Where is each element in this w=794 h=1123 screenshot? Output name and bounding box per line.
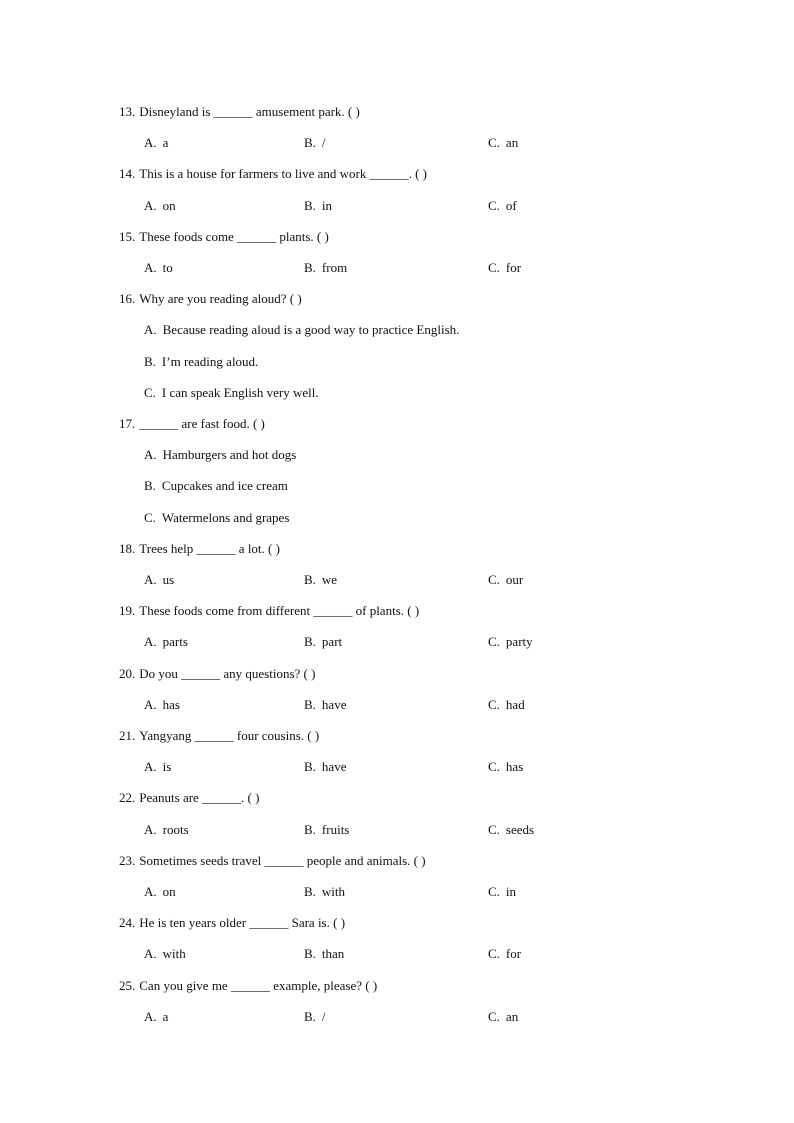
question-stem <box>119 289 794 309</box>
option-letter: C. <box>144 509 156 525</box>
option-letter: B. <box>304 759 316 775</box>
question-number: 24. <box>119 915 136 931</box>
option-letter: A. <box>144 759 157 775</box>
option-text: an <box>505 135 519 151</box>
answer-option <box>144 476 288 496</box>
option-text: an <box>505 1008 519 1024</box>
option-text: has <box>162 696 180 712</box>
option-letter: B. <box>144 353 156 369</box>
answer-option <box>304 944 344 964</box>
answer-option <box>144 944 186 964</box>
option-letter: B. <box>144 478 156 494</box>
option-text: of <box>505 197 517 213</box>
question-stem <box>119 976 794 996</box>
question-number: 17. <box>119 416 136 431</box>
question-text: Can you give me ______ example, please? ( ) <box>139 977 378 993</box>
option-letter: A. <box>144 1008 157 1024</box>
question-text: Peanuts are ______. ( ) <box>139 790 260 806</box>
option-text: I can speak English very well. <box>161 384 319 400</box>
option-text: to <box>162 260 173 275</box>
option-letter: C. <box>488 197 500 213</box>
answer-option <box>144 320 459 340</box>
answer-option <box>488 570 523 590</box>
option-text: Watermelons and grapes <box>161 509 290 525</box>
option-text: fruits <box>321 821 350 837</box>
question-stem <box>119 726 794 746</box>
question-number: 19. <box>119 603 136 619</box>
question-stem <box>119 539 794 559</box>
option-letter: A. <box>144 884 157 899</box>
answer-option <box>304 570 337 590</box>
option-letter: B. <box>304 572 316 587</box>
option-text: than <box>321 946 345 962</box>
answer-option <box>488 196 517 216</box>
option-text: I’m reading aloud. <box>161 353 259 369</box>
question-stem <box>119 164 794 184</box>
answer-option <box>304 632 342 652</box>
answer-option <box>488 632 533 652</box>
answer-option <box>304 258 347 278</box>
question-stem <box>119 664 794 684</box>
option-text: Cupcakes and ice cream <box>161 478 288 494</box>
option-text: with <box>162 946 186 962</box>
option-letter: B. <box>304 821 316 837</box>
answer-option <box>304 133 326 153</box>
answer-option <box>488 1007 518 1027</box>
option-letter: A. <box>144 447 157 463</box>
question-stem <box>119 102 794 122</box>
option-letter: B. <box>304 197 316 213</box>
option-letter: A. <box>144 634 157 650</box>
answer-option <box>144 352 258 372</box>
question-number: 13. <box>119 104 136 119</box>
option-text: has <box>505 759 524 775</box>
option-letter: C. <box>488 946 500 962</box>
option-text: in <box>505 884 517 899</box>
question-text: Trees help ______ a lot. ( ) <box>139 540 280 556</box>
option-letter: B. <box>304 1008 316 1024</box>
option-letter: B. <box>304 946 316 962</box>
option-letter: C. <box>488 821 500 837</box>
option-text: for <box>505 260 522 275</box>
option-letter: B. <box>304 135 316 151</box>
option-letter: A. <box>144 821 157 837</box>
answer-option <box>144 570 174 590</box>
question-number: 20. <box>119 665 136 681</box>
option-text: parts <box>162 634 188 650</box>
answer-option <box>304 196 332 216</box>
option-text: have <box>321 696 347 712</box>
answer-option <box>144 445 296 465</box>
option-text: us <box>162 572 175 587</box>
question-text: Disneyland is ______ amusement park. ( ) <box>139 104 360 119</box>
option-text: Hamburgers and hot dogs <box>162 447 297 463</box>
option-text: for <box>505 946 522 962</box>
answer-option <box>304 1007 326 1027</box>
option-letter: B. <box>304 260 316 275</box>
answer-option <box>144 133 168 153</box>
option-letter: B. <box>304 634 316 650</box>
option-text: on <box>162 197 176 213</box>
option-text: Because reading aloud is a good way to practice English. <box>162 322 460 338</box>
option-letter: C. <box>488 634 500 650</box>
option-letter: C. <box>488 260 500 275</box>
option-text: seeds <box>505 821 535 837</box>
option-text: / <box>321 135 326 151</box>
option-text: in <box>321 197 333 213</box>
answer-option <box>488 258 521 278</box>
option-letter: A. <box>144 260 157 275</box>
question-number: 23. <box>119 852 136 868</box>
answer-option <box>488 820 534 840</box>
answer-option <box>144 258 173 278</box>
option-letter: C. <box>488 884 500 899</box>
answer-option <box>144 383 319 403</box>
answer-option <box>304 820 349 840</box>
question-stem <box>119 601 794 621</box>
option-text: with <box>321 884 346 899</box>
option-text: part <box>321 634 343 650</box>
answer-option <box>304 757 346 777</box>
option-text: / <box>321 1008 326 1024</box>
answer-option <box>488 944 521 964</box>
question-number: 16. <box>119 291 136 307</box>
option-letter: A. <box>144 322 157 338</box>
answer-option <box>144 1007 168 1027</box>
question-number: 25. <box>119 977 136 993</box>
question-stem <box>119 851 794 871</box>
question-number: 22. <box>119 790 136 806</box>
question-stem <box>119 913 794 933</box>
option-letter: A. <box>144 946 157 962</box>
answer-option <box>144 820 189 840</box>
question-number: 18. <box>119 540 136 556</box>
answer-option <box>144 508 289 528</box>
answer-option <box>488 133 518 153</box>
option-letter: C. <box>488 135 500 151</box>
option-letter: A. <box>144 572 157 587</box>
option-text: our <box>505 572 524 587</box>
option-letter: C. <box>488 759 500 775</box>
answer-option <box>144 757 171 777</box>
question-text: These foods come from different ______ of plants. ( ) <box>139 603 420 619</box>
question-text: Why are you reading aloud? ( ) <box>139 291 302 307</box>
option-letter: C. <box>144 384 156 400</box>
option-letter: A. <box>144 197 157 213</box>
option-text: roots <box>162 821 189 837</box>
option-text: is <box>162 759 172 775</box>
option-letter: C. <box>488 1008 500 1024</box>
question-stem <box>119 414 794 434</box>
answer-option <box>144 632 188 652</box>
question-text: This is a house for farmers to live and work ______. ( ) <box>139 166 427 182</box>
option-letter: C. <box>488 572 500 587</box>
answer-option <box>488 882 516 902</box>
option-letter: B. <box>304 884 316 899</box>
option-letter: C. <box>488 696 500 712</box>
answer-option <box>304 695 346 715</box>
option-text: from <box>321 260 348 275</box>
option-letter: A. <box>144 696 157 712</box>
question-text: Yangyang ______ four cousins. ( ) <box>139 728 320 743</box>
option-text: had <box>505 696 525 712</box>
question-number: 15. <box>119 228 136 244</box>
answer-option <box>144 695 180 715</box>
option-text: have <box>321 759 347 775</box>
question-stem <box>119 227 794 247</box>
option-letter: B. <box>304 696 316 712</box>
option-text: party <box>505 634 533 650</box>
option-letter: A. <box>144 135 157 151</box>
option-text: a <box>162 1008 169 1024</box>
answer-option <box>488 757 523 777</box>
answer-option <box>144 882 176 902</box>
question-number: 14. <box>119 166 136 182</box>
question-text: ______ are fast food. ( ) <box>139 416 265 431</box>
answer-option <box>488 695 525 715</box>
question-text: Do you ______ any questions? ( ) <box>139 665 316 681</box>
question-number: 21. <box>119 728 136 743</box>
option-text: on <box>162 884 176 899</box>
answer-option <box>304 882 345 902</box>
question-text: He is ten years older ______ Sara is. ( ) <box>139 915 346 931</box>
question-stem <box>119 788 794 808</box>
question-text: Sometimes seeds travel ______ people and animals. ( ) <box>139 852 426 868</box>
question-text: These foods come ______ plants. ( ) <box>139 228 329 244</box>
option-text: a <box>162 135 169 151</box>
answer-option <box>144 196 176 216</box>
option-text: we <box>321 572 338 587</box>
